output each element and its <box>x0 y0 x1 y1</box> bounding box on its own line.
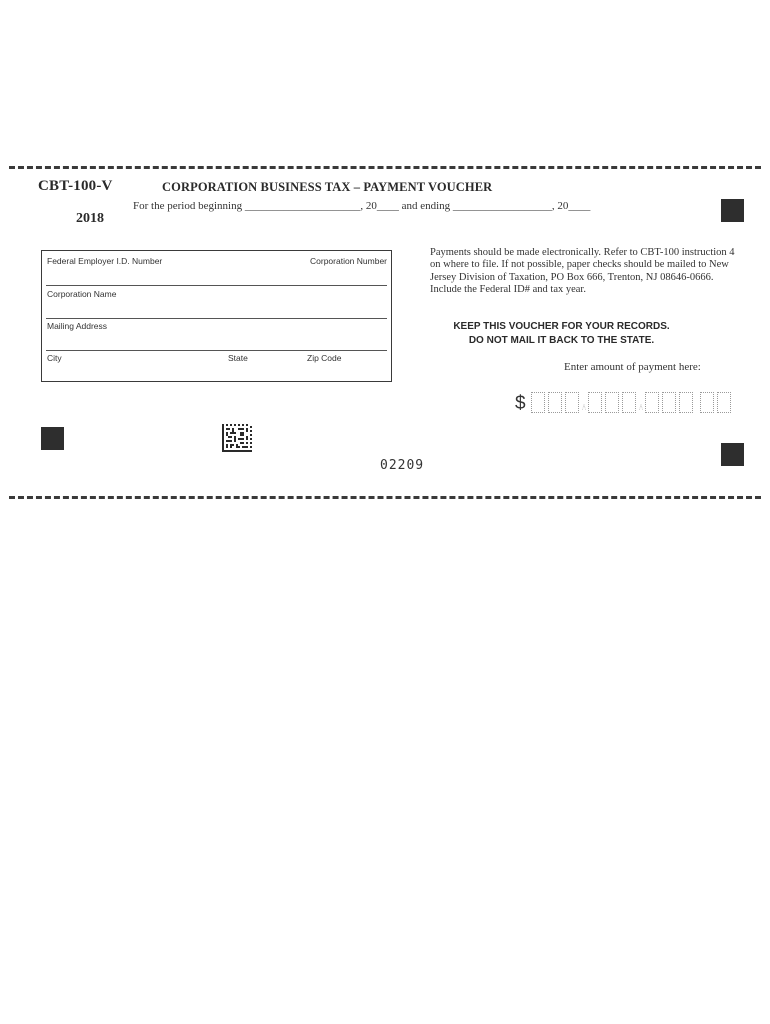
amount-cents-box[interactable] <box>717 392 731 413</box>
registration-marker-bottom-left <box>41 427 64 450</box>
corp-name-label: Corporation Name <box>47 289 117 299</box>
corp-name-field[interactable] <box>46 318 387 319</box>
amount-digit-box[interactable] <box>679 392 693 413</box>
form-year: 2018 <box>76 211 104 226</box>
thousands-comma-mark <box>639 400 643 413</box>
mailing-address-field[interactable] <box>46 350 387 351</box>
corp-number-label: Corporation Number <box>310 256 388 266</box>
payment-instructions: Payments should be made electronically. Refer to CBT-100 instruction 4 on where to file. If not possible, paper checks should be mailed to New Jersey Division of Taxation, PO Box 666, Trenton, NJ 08646-0666. Include the Federal ID# and tax year. <box>430 247 735 296</box>
amount-digit-box[interactable] <box>588 392 602 413</box>
keep-voucher-notice <box>430 320 693 347</box>
form-code: CBT-100-V <box>38 178 113 194</box>
keep-notice-line-2: DO NOT MAIL IT BACK TO THE STATE. <box>468 334 655 346</box>
city-label: City <box>47 353 62 363</box>
payment-amount-prompt: Enter amount of payment here: <box>564 361 701 373</box>
taxpayer-info-box <box>41 250 392 382</box>
amount-cents-box[interactable] <box>700 392 714 413</box>
form-title: CORPORATION BUSINESS TAX – PAYMENT VOUCHER <box>162 180 493 194</box>
scan-line-code: 02209 <box>380 458 425 473</box>
amount-digit-box[interactable] <box>605 392 619 413</box>
registration-marker-top-right <box>721 199 744 222</box>
period-line: For the period beginning _____________________, 20____ and ending __________________, 20____ <box>133 200 591 212</box>
amount-digit-box[interactable] <box>622 392 636 413</box>
datamatrix-barcode-icon <box>222 424 252 452</box>
city-state-zip-field[interactable] <box>46 363 387 379</box>
state-label: State <box>228 353 248 363</box>
bottom-cut-line <box>9 496 761 499</box>
amount-digit-box[interactable] <box>565 392 579 413</box>
zip-label: Zip Code <box>307 353 342 363</box>
fein-field[interactable] <box>46 285 387 286</box>
amount-digit-box[interactable] <box>531 392 545 413</box>
top-cut-line <box>9 166 761 169</box>
dollar-sign: $ <box>515 393 526 414</box>
fein-label: Federal Employer I.D. Number <box>47 256 163 266</box>
amount-digit-box[interactable] <box>645 392 659 413</box>
amount-digit-box[interactable] <box>548 392 562 413</box>
amount-digit-box[interactable] <box>662 392 676 413</box>
mailing-address-label: Mailing Address <box>47 321 108 331</box>
thousands-comma-mark <box>582 400 586 413</box>
keep-notice-line-1: KEEP THIS VOUCHER FOR YOUR RECORDS. <box>453 321 670 332</box>
registration-marker-bottom-right <box>721 443 744 466</box>
